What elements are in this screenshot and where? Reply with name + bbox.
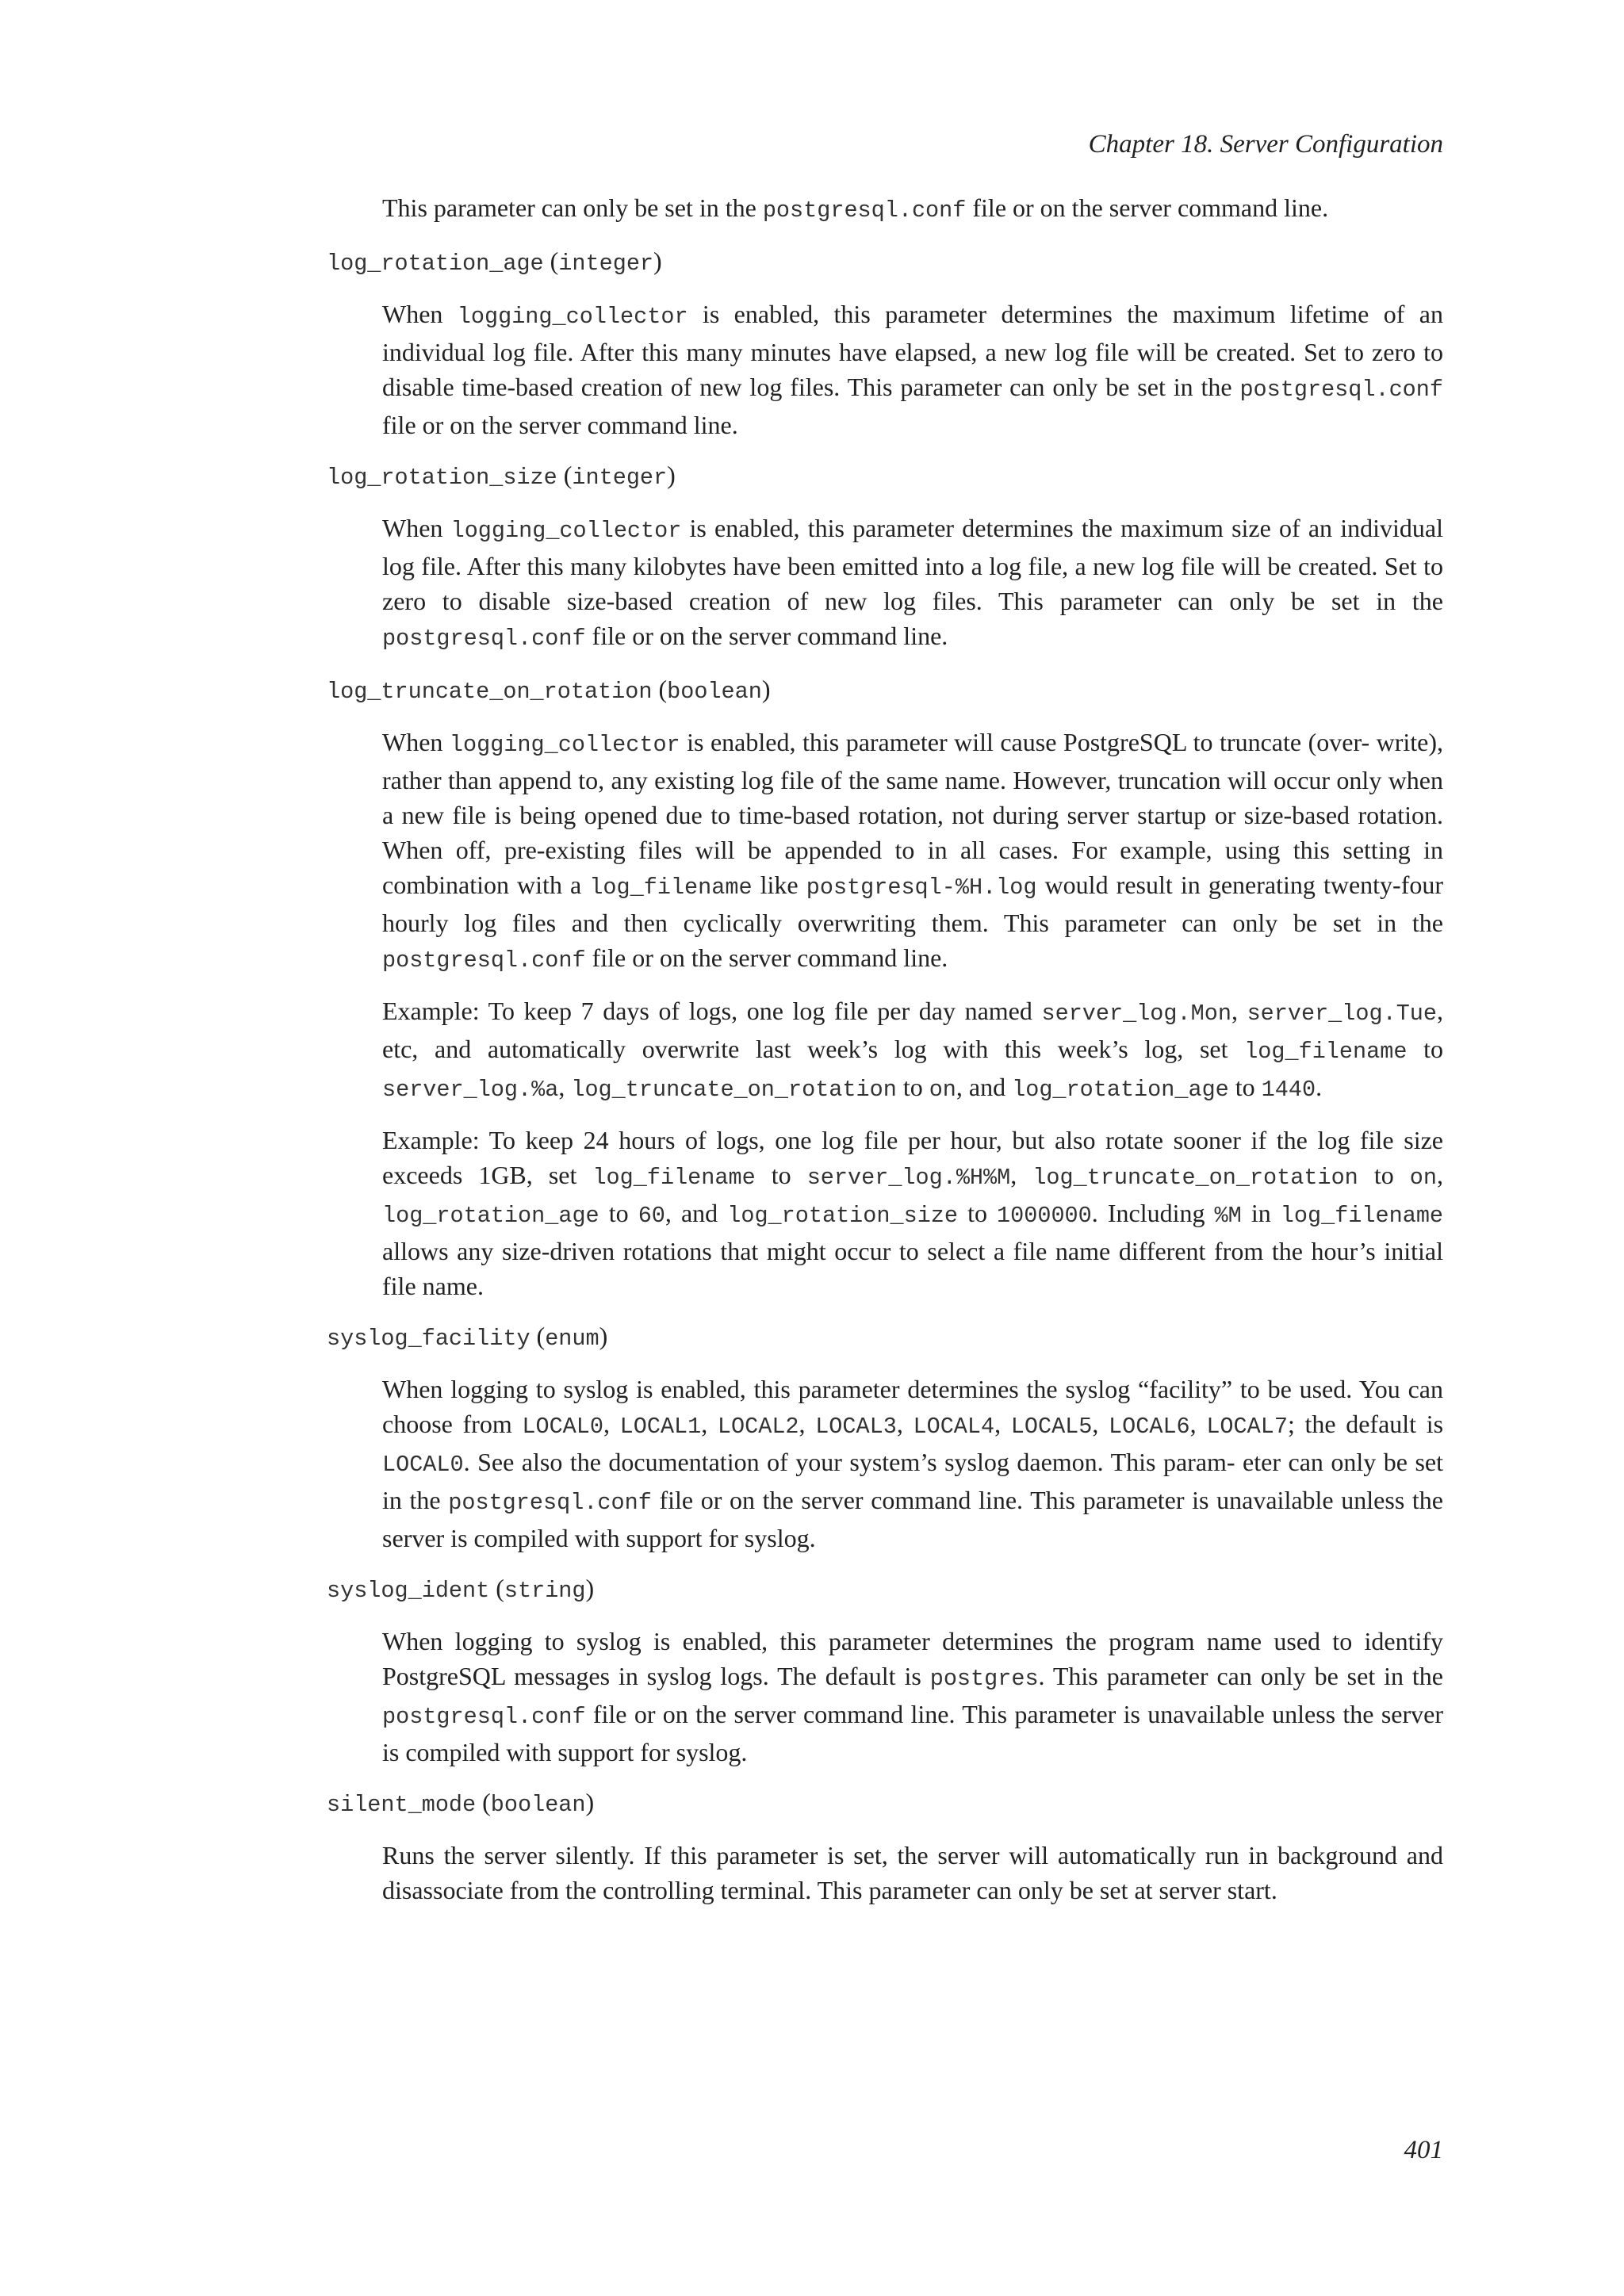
text-run: . This parameter can only be set in the xyxy=(1038,1662,1443,1690)
text-run: to xyxy=(958,1199,998,1227)
separator: , xyxy=(896,1410,914,1438)
text-run: like xyxy=(752,871,806,899)
param-description xyxy=(327,1372,1443,1556)
text-run: to xyxy=(896,1073,929,1101)
code-literal: LOCAL3 xyxy=(815,1414,897,1440)
code-literal: postgresql.conf xyxy=(382,947,586,974)
code-literal: log_rotation_age xyxy=(382,1203,599,1229)
code-literal: logging_collector xyxy=(457,304,688,330)
param-description xyxy=(327,511,1443,656)
code-literal: logging_collector xyxy=(449,732,680,758)
code-literal: log_truncate_on_rotation xyxy=(1032,1165,1358,1191)
code-literal: postgres xyxy=(929,1666,1039,1692)
intro-paragraph xyxy=(327,190,1443,228)
param-name: log_rotation_age xyxy=(327,251,544,277)
code-literal: postgresql.conf xyxy=(382,1704,586,1730)
code-literal: log_rotation_size xyxy=(727,1203,958,1229)
code-literal: postgresql.conf xyxy=(1239,377,1443,403)
example-paragraph xyxy=(327,993,1443,1108)
code-literal: server_log.%a xyxy=(382,1077,559,1103)
code-literal: LOCAL0 xyxy=(382,1452,464,1478)
text-run: Example: To keep 24 hours of logs, one log file per hour, but also rotate sooner if the log file size exceeds 1GB, set xyxy=(382,1126,1443,1189)
param-type: boolean xyxy=(667,679,762,705)
text-run: , xyxy=(1231,997,1247,1025)
text-run: , and xyxy=(665,1199,728,1227)
separator: , xyxy=(1092,1410,1109,1438)
text-run: to xyxy=(599,1199,638,1227)
text-run: to xyxy=(1358,1161,1410,1189)
param-description xyxy=(327,297,1443,442)
running-header: Chapter 18. Server Configuration xyxy=(1088,130,1443,159)
param-name: syslog_ident xyxy=(327,1578,490,1604)
text-run: is enabled, this parameter determines the maximum lifetime of an individual log file. After this many minutes have elapsed, a new log file will be created. Set to zero to disable time-based creation of new log files. This parameter can only be set in the xyxy=(382,300,1444,401)
page-number: 401 xyxy=(1404,2136,1443,2164)
text-run: This parameter can only be set in the xyxy=(382,193,763,222)
text-run: would result in generating twenty-four hourly log files and then cyclically overwriting them. This parameter can only be set in the xyxy=(382,871,1444,937)
code-literal: logging_collector xyxy=(450,518,682,544)
text-run: to xyxy=(1228,1073,1262,1101)
code-literal: postgresql.conf xyxy=(382,626,586,652)
code-literal: LOCAL0 xyxy=(522,1414,603,1440)
text-run: Example: To keep 7 days of logs, one log file per day named xyxy=(382,997,1042,1025)
text-run: file or on the server command line. xyxy=(585,622,948,650)
text-run: allows any size-driven rotations that might occur to select a file name different from the hour’s initial file name. xyxy=(382,1237,1443,1300)
code-literal: 1000000 xyxy=(997,1203,1092,1229)
text-run: to xyxy=(755,1161,807,1189)
text-run: , xyxy=(558,1073,572,1101)
param-type: string xyxy=(504,1578,586,1604)
text-run: file or on the server command line. xyxy=(382,411,738,439)
example-paragraph xyxy=(327,1123,1443,1303)
text-run: , and xyxy=(956,1073,1013,1101)
code-literal: 1440 xyxy=(1261,1077,1316,1103)
param-term-syslog-facility: syslog_facility (enum) xyxy=(327,1322,608,1352)
code-literal: log_truncate_on_rotation xyxy=(571,1077,897,1103)
param-term-silent-mode: silent_mode (boolean) xyxy=(327,1788,595,1818)
param-term-log-rotation-age: log_rotation_age (integer) xyxy=(327,247,662,277)
param-name: log_rotation_size xyxy=(327,465,557,491)
code-literal: postgresql.conf xyxy=(448,1490,652,1516)
param-description xyxy=(327,1838,1443,1908)
text-run: When logging to syslog is enabled, this parameter determines the syslog “facility” to be used. You can choose from xyxy=(382,1375,1443,1438)
param-type: enum xyxy=(545,1326,599,1352)
param-name: silent_mode xyxy=(327,1792,477,1818)
code-literal: LOCAL4 xyxy=(913,1414,995,1440)
code-literal: postgresql.conf xyxy=(762,197,967,224)
separator: , xyxy=(994,1410,1011,1438)
code-literal: server_log.Mon xyxy=(1041,1001,1231,1027)
code-literal: log_filename xyxy=(1244,1039,1408,1065)
code-literal: 60 xyxy=(638,1203,665,1229)
text-run: file or on the server command line. This parameter is unavailable unless the server is compiled with support for syslog. xyxy=(382,1486,1444,1552)
code-literal: log_rotation_age xyxy=(1012,1077,1229,1103)
text-run: When xyxy=(382,728,450,756)
page-body xyxy=(327,190,1443,1908)
text-run: When logging to syslog is enabled, this parameter determines the program name used to identify PostgreSQL messages in syslog logs. The default is xyxy=(382,1627,1443,1690)
code-literal: postgresql-%H.log xyxy=(806,874,1037,901)
text-run: to xyxy=(1407,1035,1444,1063)
code-literal: %M xyxy=(1214,1203,1242,1229)
separator: , xyxy=(603,1410,620,1438)
code-literal: log_filename xyxy=(592,1165,756,1191)
text-run: in xyxy=(1241,1199,1281,1227)
param-term-log-rotation-size: log_rotation_size (integer) xyxy=(327,461,676,491)
text-run: file or on the server command line. xyxy=(966,193,1329,222)
text-run: , etc, and automatically overwrite last week’s log with this week’s log, set xyxy=(382,997,1444,1063)
text-run: Runs the server silently. If this parameter is set, the server will automatically run in background and disassociate from the controlling terminal. This parameter can only be set at server start. xyxy=(382,1841,1443,1904)
text-run: is enabled, this parameter will cause PostgreSQL to truncate (over- write), rather than append to, any existing log file of the same name. However, truncation will occur only when a new file is being opened due to time-based rotation, not during server startup or size-based rotation. When off, pre-existing files will be appended to in all cases. For example, using this setting in combination with a xyxy=(382,728,1444,899)
code-literal: on xyxy=(1409,1165,1438,1191)
text-run: . Including xyxy=(1091,1199,1215,1227)
text-run: is enabled, this parameter determines the maximum size of an individual log file. After this many kilobytes have been emitted into a log file, a new log file will be created. Set to zero to disable size-based creation of new log files. This parameter can only be set in the xyxy=(382,514,1444,615)
param-type: integer xyxy=(558,251,654,277)
separator: , xyxy=(799,1410,816,1438)
param-description xyxy=(327,1624,1443,1770)
text-run: When xyxy=(382,514,451,542)
param-term-log-truncate-on-rotation: log_truncate_on_rotation (boolean) xyxy=(327,675,771,705)
text-run: file or on the server command line. xyxy=(585,943,948,972)
text-run: When xyxy=(382,300,458,328)
text-run: ; the default is xyxy=(1287,1410,1444,1438)
code-literal: LOCAL2 xyxy=(717,1414,799,1440)
param-type: boolean xyxy=(490,1792,586,1818)
param-name: log_truncate_on_rotation xyxy=(327,679,653,705)
separator: , xyxy=(701,1410,718,1438)
param-term-syslog-ident: syslog_ident (string) xyxy=(327,1574,595,1604)
code-literal: log_filename xyxy=(1280,1203,1444,1229)
code-literal: LOCAL1 xyxy=(619,1414,702,1440)
param-name: syslog_facility xyxy=(327,1326,530,1352)
code-literal: server_log.%H%M xyxy=(806,1165,1011,1191)
text-run: , xyxy=(1010,1161,1033,1189)
separator: , xyxy=(1189,1410,1207,1438)
param-description xyxy=(327,725,1443,978)
code-literal: LOCAL7 xyxy=(1206,1414,1288,1440)
text-run: , xyxy=(1437,1161,1444,1189)
code-literal: log_filename xyxy=(589,874,753,901)
param-type: integer xyxy=(572,465,668,491)
code-literal: LOCAL5 xyxy=(1010,1414,1093,1440)
code-literal: LOCAL6 xyxy=(1109,1414,1190,1440)
text-run: . xyxy=(1316,1073,1323,1101)
code-literal: server_log.Tue xyxy=(1247,1001,1438,1027)
code-literal: on xyxy=(929,1077,956,1103)
text-run: file or on the server command line. This parameter is unavailable unless the server is compiled with support for syslog. xyxy=(382,1700,1443,1766)
text-run: . See also the documentation of your system’s syslog daemon. This param- eter can only be set in the xyxy=(382,1448,1443,1514)
